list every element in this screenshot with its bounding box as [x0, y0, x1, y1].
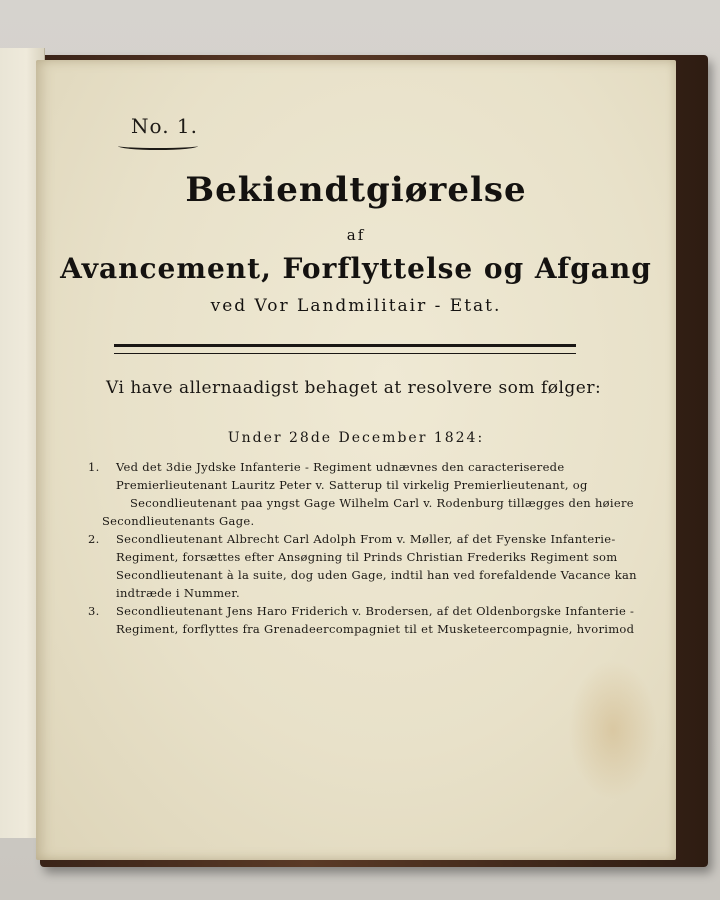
title-subject: Avancement, Forflyttelse og Afgang — [60, 252, 652, 285]
title-divider — [114, 344, 576, 354]
document-number: No. 1. — [131, 114, 198, 138]
paragraph-text: Secondlieutenant Jens Haro Friderich v. Brodersen, af det Oldenborgske Infanterie - Regiment, forflyttes fra Grenadeercompagniet til et Musketeercompagnie, hvorimod — [116, 604, 635, 636]
paragraph-1b — [102, 494, 642, 530]
title-main: Bekiendtgiørelse — [185, 170, 527, 210]
paragraph-number: 2. — [88, 532, 100, 546]
body-text — [88, 458, 642, 638]
title-scope: ved Vor Landmilitair - Etat. — [210, 296, 502, 316]
intro-line: Vi have allernaadigst behaget at resolvere som følger: — [106, 378, 602, 398]
paragraph-1 — [88, 458, 642, 494]
date-heading: Under 28de December 1824: — [227, 430, 485, 446]
paragraph-text: Secondlieutenant paa yngst Gage Wilhelm Carl v. Rodenburg tillægges den høiere Secondlieutenants Gage. — [102, 496, 634, 528]
paragraph-number: 3. — [88, 604, 100, 618]
title-af: af — [346, 226, 366, 244]
paragraph-text: Secondlieutenant Albrecht Carl Adolph From v. Møller, af det Fyenske Infanterie-Regiment, forsættes efter Ansøgning til Prinds Christian Frederiks Regiment som Secondlieutenant à la suite, dog uden Gage, indtil han ved forefaldende Vacance kan indtræde i Nummer. — [116, 532, 637, 600]
paragraph-3 — [88, 602, 642, 638]
paragraph-number: 1. — [88, 460, 100, 474]
paragraph-2 — [88, 530, 642, 602]
paragraph-text: Ved det 3die Jydske Infanterie - Regiment udnævnes den caracteriserede Premierlieutenant Lauritz Peter v. Satterup til virkelig Premierlieutenant, og — [116, 460, 588, 492]
paper-stain — [568, 660, 658, 800]
document-page — [36, 60, 676, 860]
number-underline — [118, 142, 198, 150]
